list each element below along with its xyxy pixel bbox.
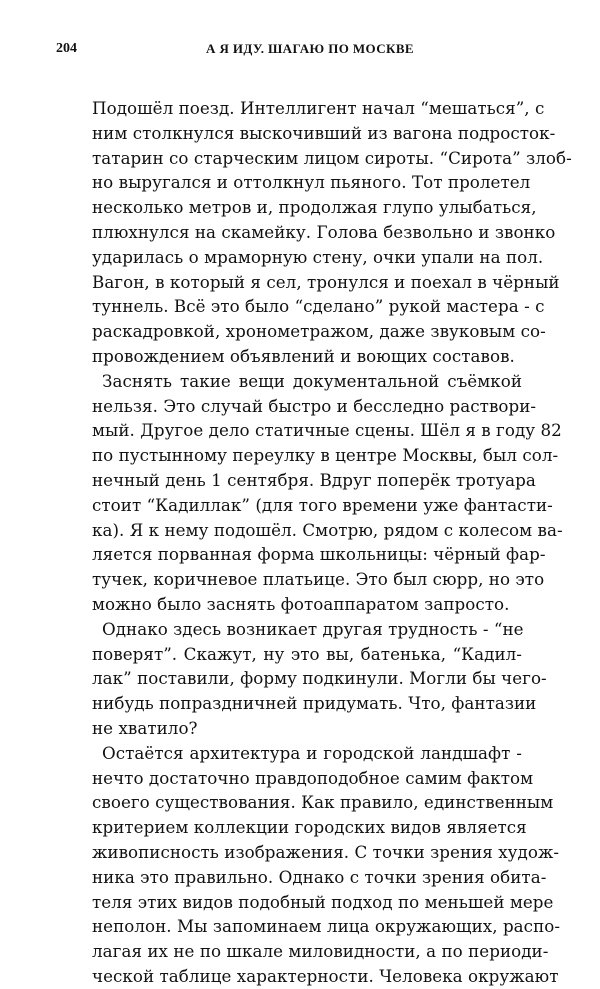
text-line: нельзя. Это случай быстро и бесследно раствори-	[92, 395, 537, 416]
text-line: татарин со старческим лицом сироты. “Сирота” злоб-	[92, 147, 572, 168]
page-header	[56, 40, 519, 58]
text-line: нечто достаточно правдоподобное самим фактом	[92, 767, 534, 788]
text-line: стоит “Кадиллак” (для того времени уже фантасти-	[92, 494, 553, 515]
text-line: Заснять такие вещи документальной съёмкой	[102, 370, 522, 391]
text-line: ка). Я к нему подошёл. Смотрю, рядом с колесом ва-	[92, 519, 563, 540]
text-line: Однако здесь возникает другая трудность - “не	[102, 618, 524, 639]
text-line: теля этих видов подобный подход по меньшей мере	[92, 891, 554, 912]
text-line: нибудь попраздничней придумать. Что, фантазии	[92, 693, 537, 714]
text-line: но выругался и оттолкнул пьяного. Тот пролетел	[92, 172, 531, 193]
text-line: неполон. Мы запоминаем лица окружающих, распо-	[92, 916, 561, 937]
text-line: лагая их не по шкале миловидности, а по периоди-	[92, 941, 549, 962]
text-line: ческой таблице характерности. Человека окружают	[92, 965, 559, 986]
text-line: нечный день 1 сентября. Вдруг поперёк тротуара	[92, 469, 536, 490]
text-line: плюхнулся на скамейку. Голова безвольно и звонко	[92, 221, 556, 242]
text-line: Остаётся архитектура и городской ландшафт -	[102, 742, 522, 763]
text-line: живописность изображения. С точки зрения худож-	[92, 841, 560, 862]
text-line: не хватило?	[92, 717, 198, 738]
text-line: поверят”. Скажут, ну это вы, батенька, “Кадил-	[92, 643, 522, 664]
text-line: туннель. Всё это было “сделано” рукой мастера - с	[92, 296, 545, 317]
page-number: 204	[56, 41, 77, 56]
text-line: Подошёл поезд. Интеллигент начал “мешаться”, с	[92, 98, 545, 118]
text-line: мый. Другое дело статичные сцены. Шёл я в году 82	[92, 420, 562, 441]
text-line: раскадровкой, хронометражом, даже звуковым со-	[92, 321, 546, 342]
text-line: по пустынному переулку в центре Москвы, был сол-	[92, 445, 559, 466]
text-line: лак” поставили, форму подкинули. Могли бы чего-	[92, 668, 547, 689]
text-line: ника это правильно. Однако с точки зрения обита-	[92, 866, 547, 887]
text-line: можно было заснять фотоаппаратом запросто.	[92, 593, 510, 614]
text-line: ударилась о мраморную стену, очки упали на пол.	[92, 246, 544, 267]
text-line: провождением объявлений и воющих составов.	[92, 345, 515, 366]
text-line: ляется порванная форма школьницы: чёрный фар-	[92, 544, 546, 565]
text-line: тучек, коричневое платьице. Это был сюрр, но это	[92, 569, 545, 590]
text-line: критерием коллекции городских видов является	[92, 817, 527, 838]
running-title: А Я ИДУ. ШАГАЮ ПО МОСКВЕ	[206, 41, 414, 56]
text-line: Вагон, в который я сел, тронулся и поехал в чёрный	[92, 271, 560, 292]
text-line: своего существования. Как правило, единственным	[92, 792, 554, 813]
body-text	[92, 96, 572, 989]
text-line: несколько метров и, продолжая глупо улыбаться,	[92, 197, 537, 218]
text-line: ним столкнулся выскочивший из вагона подросток-	[92, 122, 556, 143]
